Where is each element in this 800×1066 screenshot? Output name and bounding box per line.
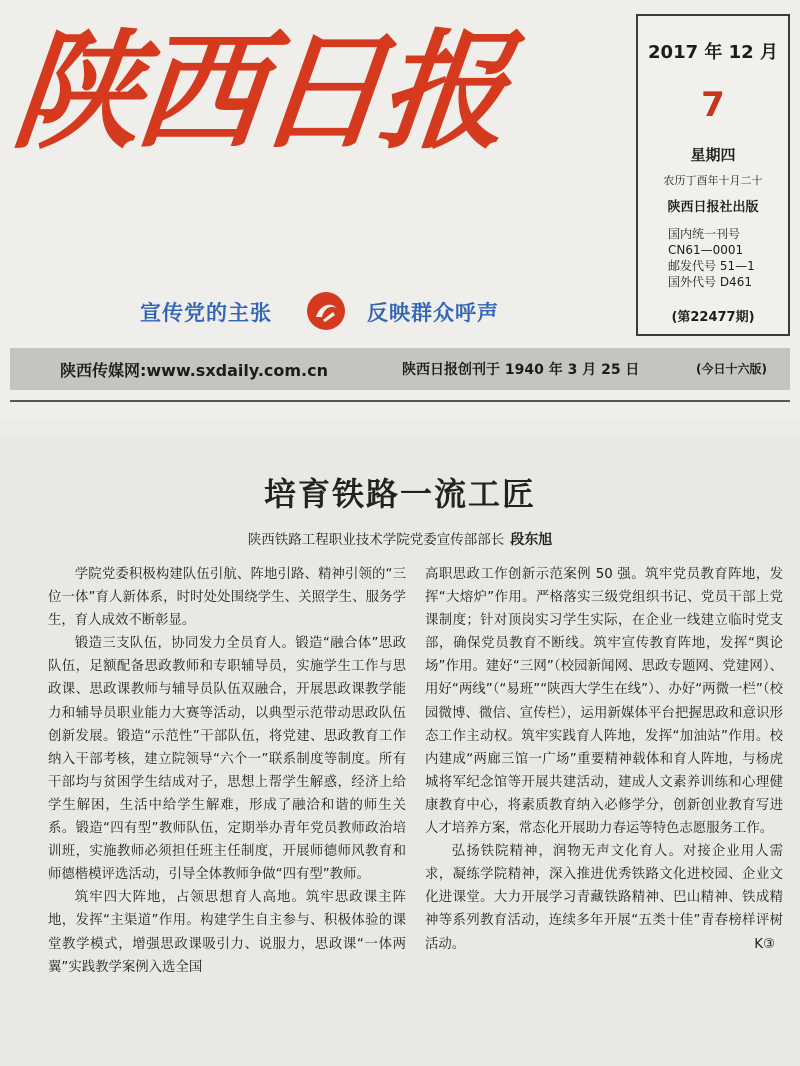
article-column-left [48,563,406,979]
article-headline: 培育铁路一流工匠 [263,475,536,513]
paragraph: 弘扬铁院精神，润物无声文化育人。对接企业用人需求，凝练学院精神，深入推进优秀铁路文化进校园、企业文化进课堂。大力开展学习青藏铁路精神、巴山精神、铁成精神等系列教育活动，连续多年开展“五类十佳”青春榜样评树活动。 [425,844,783,952]
code-cn: CN61—0001 [668,243,744,257]
masthead-info-bar [10,348,790,390]
edition-count: (今日十六版) [696,362,767,376]
article-column-right [425,563,783,956]
newspaper-logo: 陕西日报 [6,17,510,167]
slogan-right: 反映群众呼声 [367,301,499,325]
paragraph: 筑牢四大阵地，占领思想育人高地。筑牢思政课主阵地，发挥“主渠道”作用。构建学生自主参与、积极体验的课堂教学模式，增强思政课吸引力、说服力，思政课“一体两翼”实践教学案例入选全国 [48,890,406,975]
code-foreign: 国外代号 D461 [668,275,752,289]
byline-organization: 陕西铁路工程职业技术学院党委宣传部部长 [247,532,505,548]
paragraph: 高职思政工作创新示范案例 50 强。筑牢党员教育阵地，发挥“大熔炉”作用。严格落实三级党组织书记、党员干部上党课制度；针对顶岗实习学生实际，在企业一线建立临时党支部，确保党员教育不断线。筑牢宣传教育阵地，发挥“舆论场”作用。建好“三网”（校园新闻网、思政专题网、党建网）、用好“两线”（“易班”“陕西大学生在线”）、办好“两微一栏”（校园微博、微信、宣传栏），运用新媒体平台把握思政和意识形态工作主动权。筑牢实践育人阵地，发挥“加油站”作用。校内建成“两廊三馆一广场”重要精神载体和育人阵地，与杨虎城将军纪念馆等开展共建活动，建成人文素养训练和心理健康教育中心，将素质教育纳入必修学分，创新创业教育写进人才培养方案，常态化开展助力春运等特色志愿服务工作。 [425,567,783,837]
paragraph: 锻造三支队伍，协同发力全员育人。锻造“融合体”思政队伍，足额配备思政教师和专职辅导员，实施学生工作与思政课、思政课教师与辅导员队伍双融合，开展思政课教学能力和辅导员职业能力大赛等活动，以典型示范带动思政队伍创新发展。锻造“示范性”干部队伍，将党建、思政教育工作纳入干部考核，建立院领导“六个一”联系制度等制度。所有干部均与贫困学生结成对子，思想上帮学生解惑，经济上给学生解困，生活中给学生解难，形成了融洽和谐的师生关系。锻造“四有型”教师队伍，定期举办青年党员教师政治培训班，实施教师必须担任班主任制度，开展师德师风教育和师德楷模评选活动，引导全体教师争做“四有型”教师。 [48,636,406,883]
sign-off: K③ [754,936,775,952]
publisher: 陕西日报社出版 [667,200,759,215]
issue-number: (第22477期) [671,310,755,325]
article [0,437,800,1066]
issue-info-box [636,14,790,336]
weekday: 星期四 [690,146,736,164]
article-byline [0,528,800,549]
party-emblem-icon [305,290,347,332]
paragraph: 学院党委积极构建队伍引航、阵地引路、精神引领的“三位一体”育人新体系，时时处处围绕学生、关照学生、服务学生，育人成效不断彰显。 [48,567,406,629]
date-day: 7 [701,85,725,125]
lunar-date: 农历丁酉年十月二十 [663,174,763,187]
masthead-divider [10,400,790,402]
byline-author: 段东旭 [510,532,553,548]
publication-codes [668,226,755,290]
masthead [0,0,800,418]
code-domestic: 国内统一刊号 [668,227,741,241]
website-link[interactable]: 陕西传媒网:www.sxdaily.com.cn [60,361,329,380]
date-year-month: 2017 年 12 月 [648,42,778,63]
slogan-left: 宣传党的主张 [140,301,272,325]
founded-note: 陕西日报创刊于 1940 年 3 月 25 日 [402,362,640,378]
code-postal: 邮发代号 51—1 [668,259,755,273]
